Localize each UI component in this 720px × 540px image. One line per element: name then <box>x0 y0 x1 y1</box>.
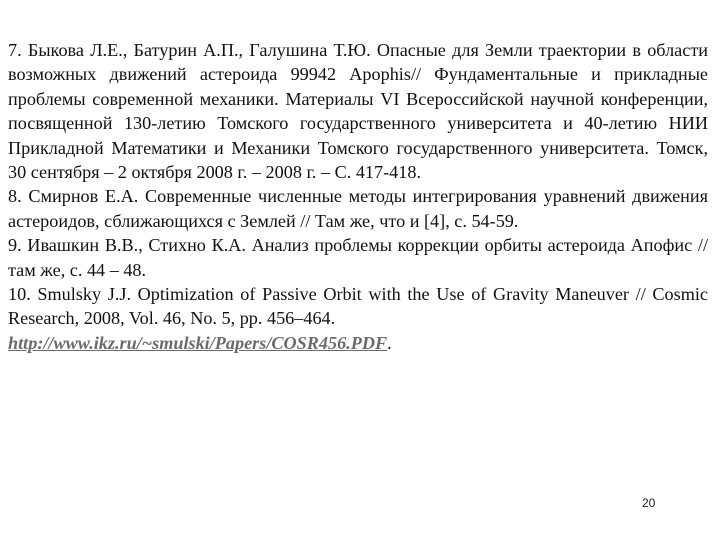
reference-link-tail: . <box>387 332 392 353</box>
reference-text: 9. Ивашкин В.В., Стихно К.А. Анализ проблемы коррекции орбиты астероида Апофис // там же, с. 44 – 48. <box>8 235 708 280</box>
reference-item-10 <box>8 282 708 355</box>
reference-text: 10. Smulsky J.J. Optimization of Passive Orbit with the Use of Gravity Maneuver // Cosmic Research, 2008, Vol. 46, No. 5, pp. 456–464. <box>8 284 708 329</box>
reference-text: 8. Смирнов Е.А. Современные численные методы интегрирования уравнений движения астероидов, сближающихся с Землей // Там же, что и [4], с. 54-59. <box>8 186 708 231</box>
reference-list <box>8 38 708 355</box>
reference-item-7 <box>8 38 708 184</box>
reference-text: 7. Быкова Л.Е., Батурин А.П., Галушина Т.Ю. Опасные для Земли траектории в области возможных движений астероида 99942 Apophis// Фундаментальные и прикладные проблемы современной механики. Материалы VI Всероссийской научной конференции, посвященной 130-летию Томского государственного университета и 40-летию НИИ Прикладной Математики и Механики Томского государственного университета. Томск, 30 сентября – 2 октября 2008 г. – 2008 г. – С. 417-418. <box>8 40 708 183</box>
reference-item-8 <box>8 184 708 233</box>
reference-link[interactable]: http://www.ikz.ru/~smulski/Papers/COSR456.PDF <box>8 332 388 353</box>
page-number: 20 <box>642 496 656 510</box>
reference-item-9 <box>8 233 708 282</box>
